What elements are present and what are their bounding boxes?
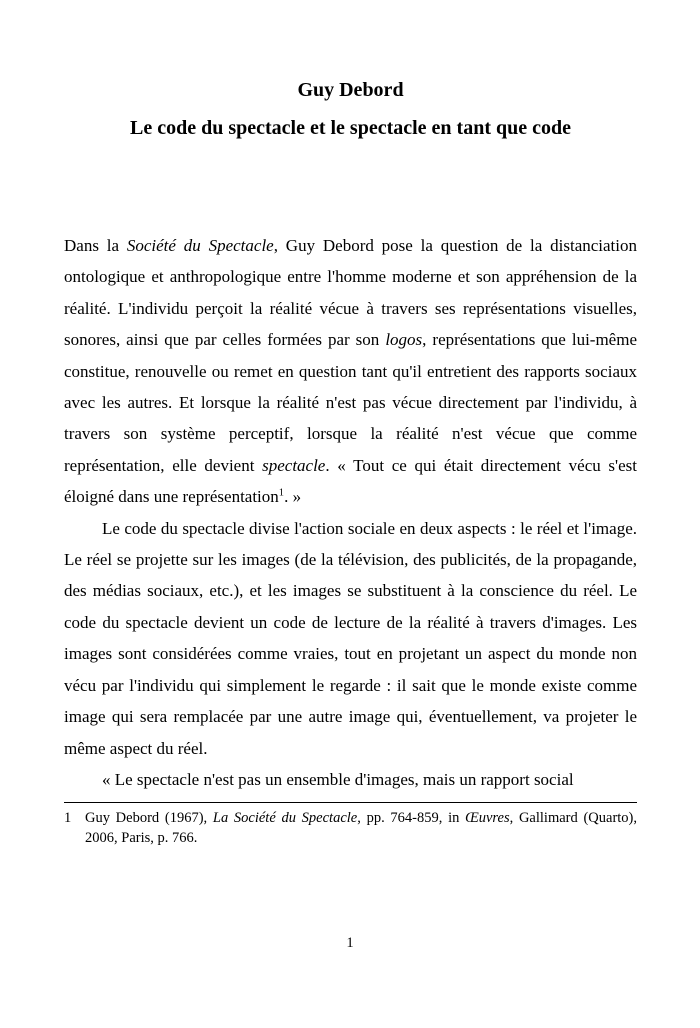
footnote-row (64, 808, 637, 848)
paragraph-2: Le code du spectacle divise l'action sociale en deux aspects : le réel et l'image. Le réel se projette sur les images (de la télévision, des publicités, de la propagande, des médias sociaux, etc.), et les images se substituent à la conscience du réel. Le code du spectacle devient un code de lecture de la réalité à travers d'images. Les images sont considérées comme vraies, tout en projetant un aspect du monde non vécu par l'individu qui simplement le regarde : il sait que le monde existe comme image qui sera remplacée par une autre image qui, éventuellement, va projeter le même aspect du réel. (64, 518, 637, 758)
document-title-heading: Le code du spectacle et le spectacle en tant que code (129, 117, 571, 139)
footnote-divider (64, 802, 637, 803)
footnote-number: 1 (64, 810, 72, 827)
footnote-text: Guy Debord (1967), La Société du Spectacle, pp. 764-859, in Œuvres, Gallimard (Quarto), 2006, Paris, p. 766. (85, 810, 637, 847)
paragraph-3: « Le spectacle n'est pas un ensemble d'images, mais un rapport social (102, 769, 574, 789)
footnote (64, 808, 637, 848)
document-body (64, 230, 637, 795)
paragraph-1: Dans la Société du Spectacle, Guy Debord pose la question de la distanciation ontologique et anthropologique entre l'homme moderne et son appréhension de la réalité. L'individu perçoit la réalité vécue à travers ses représentations visuelles, sonores, ainsi que par celles formées par son logos, représentations que lui-même constitue, renouvelle ou remet en question tant qu'il entretient des rapports sociaux avec les autres. Et lorsque la réalité n'est pas vécue directement par l'individu, à travers son système perceptif, lorsque la réalité n'est vécue que comme représentation, elle devient spectacle. « Tout ce qui était directement vécu s'est éloigné dans une représentation$^1$. » (64, 236, 637, 507)
page-number: 1 (346, 935, 354, 951)
document-author-heading: Guy Debord (297, 79, 404, 101)
